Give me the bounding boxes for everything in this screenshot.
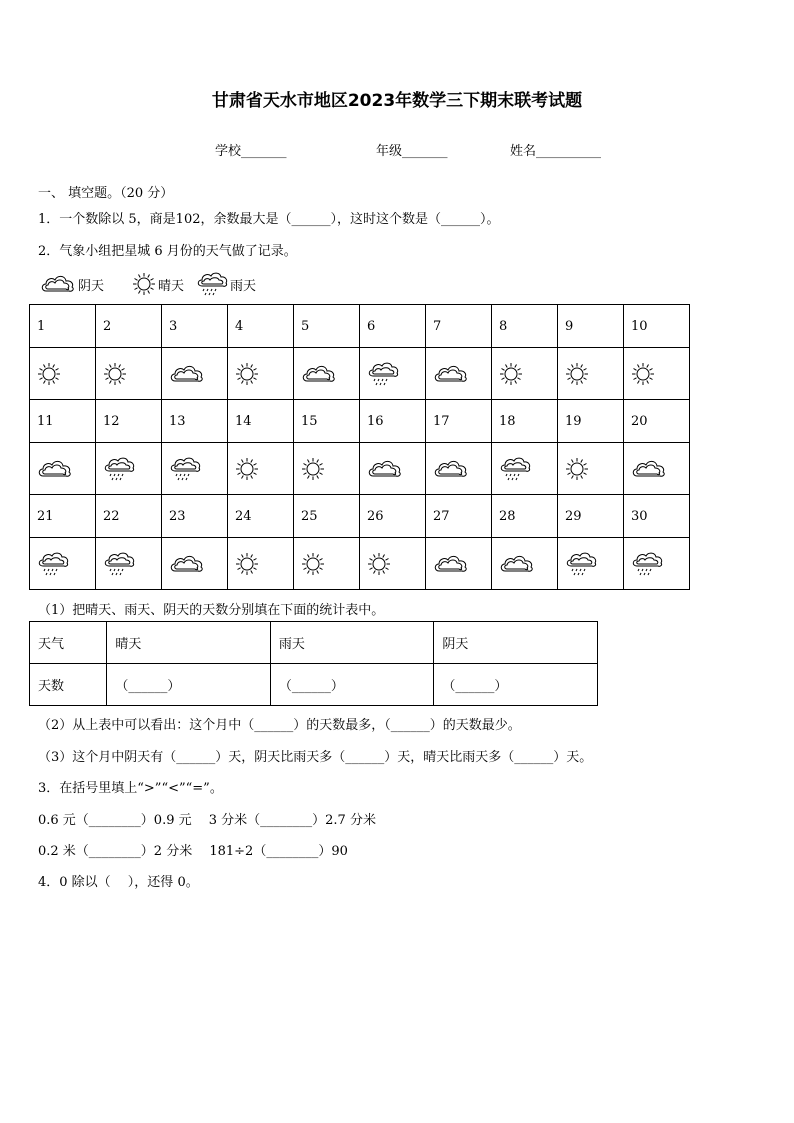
weather-cell xyxy=(96,538,162,590)
day-number-cell: 5 xyxy=(294,305,360,348)
rain-icon xyxy=(169,461,201,476)
sun-icon xyxy=(367,556,391,571)
table-header-cell: 阴天 xyxy=(434,622,598,664)
name-field: 姓名__________ xyxy=(510,144,602,159)
legend-item-cloudy xyxy=(40,273,104,295)
answer-blank[interactable]: （______） xyxy=(434,664,598,706)
day-number-cell: 22 xyxy=(96,495,162,538)
cloud-icon xyxy=(433,556,469,571)
answer-blank[interactable]: （______） xyxy=(107,664,271,706)
day-number-cell: 21 xyxy=(30,495,96,538)
day-number-cell: 10 xyxy=(624,305,690,348)
question-2: 2．气象小组把星城 6 月份的天气做了记录。 xyxy=(38,244,297,259)
sun-icon xyxy=(37,366,61,381)
day-number-cell: 17 xyxy=(426,400,492,443)
question-1: 1．一个数除以 5，商是102，余数最大是（______），这时这个数是（______）。 xyxy=(38,212,500,227)
weather-cell xyxy=(96,348,162,400)
day-number-cell: 27 xyxy=(426,495,492,538)
legend-item-sunny xyxy=(132,272,184,296)
table-header-cell: 晴天 xyxy=(107,622,271,664)
table-row xyxy=(30,622,598,664)
table-row xyxy=(30,348,690,400)
weather-cell xyxy=(294,348,360,400)
weather-cell xyxy=(426,538,492,590)
table-row xyxy=(30,443,690,495)
weather-cell xyxy=(492,538,558,590)
rain-icon xyxy=(103,556,135,571)
weather-cell xyxy=(228,348,294,400)
question-3-row-2: 0.2 米（________）2 分米 181÷2（________）90 xyxy=(38,844,348,859)
legend-label: 阴天 xyxy=(78,278,105,294)
question-2-3: （3）这个月中阴天有（______）天，阴天比雨天多（______）天，晴天比雨天多（______）天。 xyxy=(38,750,593,765)
day-number-cell: 4 xyxy=(228,305,294,348)
rain-icon xyxy=(103,461,135,476)
cloud-icon xyxy=(367,461,403,476)
weather-cell xyxy=(96,443,162,495)
school-field: 学校_______ xyxy=(215,144,287,159)
rain-icon xyxy=(499,461,531,476)
rain-icon xyxy=(367,366,399,381)
table-header-cell: 雨天 xyxy=(270,622,434,664)
grade-field: 年级_______ xyxy=(376,144,448,159)
weather-cell xyxy=(558,348,624,400)
sun-icon xyxy=(132,272,158,296)
sun-icon xyxy=(499,366,523,381)
cloud-icon xyxy=(37,461,73,476)
cloud-icon xyxy=(433,461,469,476)
table-row xyxy=(30,305,690,348)
rain-icon xyxy=(631,556,663,571)
sun-icon xyxy=(565,366,589,381)
day-number-cell: 18 xyxy=(492,400,558,443)
weather-cell xyxy=(360,348,426,400)
weather-cell xyxy=(360,443,426,495)
day-number-cell: 23 xyxy=(162,495,228,538)
day-number-cell: 6 xyxy=(360,305,426,348)
question-3-row-1: 0.6 元（________）0.9 元 3 分米（________）2.7 分米 xyxy=(38,813,376,828)
table-cell: 天数 xyxy=(30,664,107,706)
cloud-icon xyxy=(169,556,205,571)
weather-cell xyxy=(426,443,492,495)
day-number-cell: 19 xyxy=(558,400,624,443)
question-3: 3．在括号里填上“>”“<”“=”。 xyxy=(38,781,223,796)
sun-icon xyxy=(565,461,589,476)
table-row xyxy=(30,495,690,538)
cloud-icon xyxy=(40,273,78,295)
weather-cell xyxy=(492,443,558,495)
weather-cell xyxy=(558,443,624,495)
weather-cell xyxy=(162,348,228,400)
day-number-cell: 28 xyxy=(492,495,558,538)
cloud-icon xyxy=(301,366,337,381)
legend-label: 晴天 xyxy=(158,278,185,294)
day-number-cell: 1 xyxy=(30,305,96,348)
sun-icon xyxy=(103,366,127,381)
day-number-cell: 8 xyxy=(492,305,558,348)
day-number-cell: 15 xyxy=(294,400,360,443)
weather-cell xyxy=(294,443,360,495)
table-row xyxy=(30,538,690,590)
day-number-cell: 14 xyxy=(228,400,294,443)
legend-item-rainy xyxy=(196,271,256,297)
sun-icon xyxy=(235,366,259,381)
rain-icon xyxy=(37,556,69,571)
day-number-cell: 30 xyxy=(624,495,690,538)
weather-calendar xyxy=(29,304,690,590)
weather-cell xyxy=(624,538,690,590)
weather-cell xyxy=(426,348,492,400)
weather-cell xyxy=(228,443,294,495)
section-heading: 一、 填空题。（20 分） xyxy=(38,186,174,201)
day-number-cell: 25 xyxy=(294,495,360,538)
weather-cell xyxy=(30,538,96,590)
answer-blank[interactable]: （______） xyxy=(270,664,434,706)
rain-icon xyxy=(565,556,597,571)
table-row xyxy=(30,664,598,706)
weather-cell xyxy=(30,348,96,400)
day-number-cell: 20 xyxy=(624,400,690,443)
day-number-cell: 2 xyxy=(96,305,162,348)
sun-icon xyxy=(301,556,325,571)
sun-icon xyxy=(235,461,259,476)
cloud-icon xyxy=(169,366,205,381)
day-number-cell: 11 xyxy=(30,400,96,443)
weather-legend xyxy=(40,272,268,296)
cloud-icon xyxy=(631,461,667,476)
sun-icon xyxy=(631,366,655,381)
day-number-cell: 24 xyxy=(228,495,294,538)
question-2-2: （2）从上表中可以看出：这个月中（______）的天数最多，（______）的天数最少。 xyxy=(38,718,521,733)
day-number-cell: 16 xyxy=(360,400,426,443)
rain-icon xyxy=(196,271,230,297)
sun-icon xyxy=(235,556,259,571)
weather-cell xyxy=(360,538,426,590)
weather-cell xyxy=(162,443,228,495)
table-row xyxy=(30,400,690,443)
weather-cell xyxy=(162,538,228,590)
weather-cell xyxy=(294,538,360,590)
day-number-cell: 29 xyxy=(558,495,624,538)
question-2-1: （1）把晴天、雨天、阴天的天数分别填在下面的统计表中。 xyxy=(38,603,385,618)
day-number-cell: 26 xyxy=(360,495,426,538)
cloud-icon xyxy=(499,556,535,571)
statistics-table xyxy=(29,621,598,706)
weather-cell xyxy=(492,348,558,400)
day-number-cell: 9 xyxy=(558,305,624,348)
weather-cell xyxy=(228,538,294,590)
legend-label: 雨天 xyxy=(230,278,257,294)
day-number-cell: 13 xyxy=(162,400,228,443)
weather-cell xyxy=(30,443,96,495)
weather-cell xyxy=(624,443,690,495)
question-4: 4．0 除以（ ），还得 0。 xyxy=(38,875,199,890)
day-number-cell: 7 xyxy=(426,305,492,348)
day-number-cell: 12 xyxy=(96,400,162,443)
weather-cell xyxy=(624,348,690,400)
page-title: 甘肃省天水市地区2023年数学三下期末联考试题 xyxy=(211,91,583,111)
table-header-cell: 天气 xyxy=(30,622,107,664)
sun-icon xyxy=(301,461,325,476)
day-number-cell: 3 xyxy=(162,305,228,348)
weather-cell xyxy=(558,538,624,590)
cloud-icon xyxy=(433,366,469,381)
